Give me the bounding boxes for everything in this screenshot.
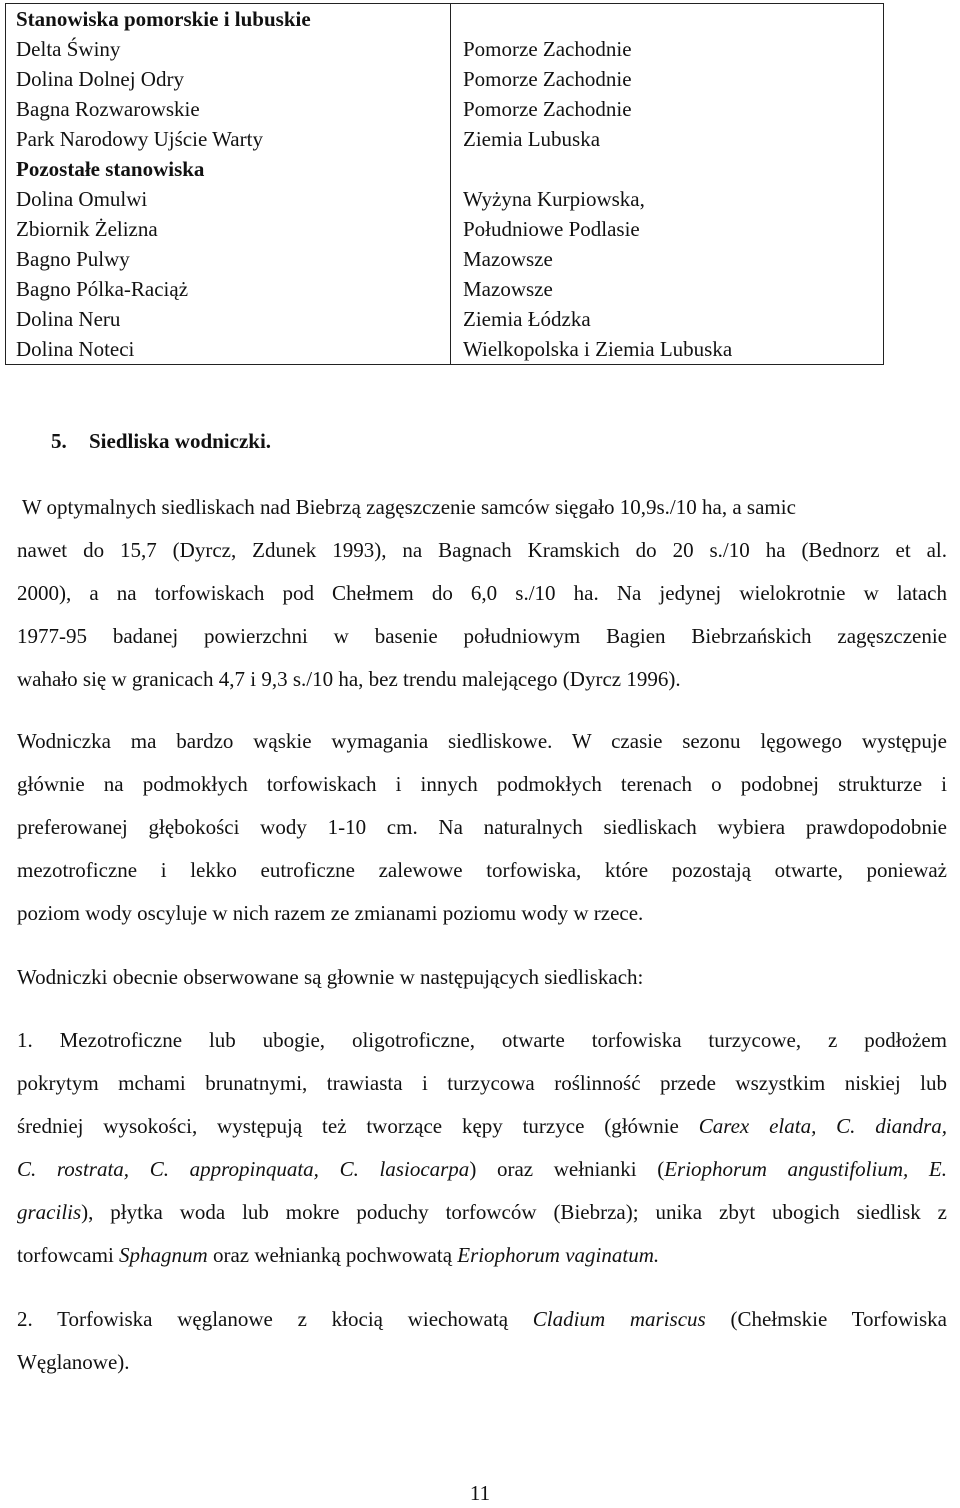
text-run: średniej wysokości, występują też tworzące kępy turzyce (głównie	[17, 1114, 699, 1138]
table-cell: Dolina Noteci	[16, 337, 135, 361]
table-cell: Dolina Omulwi	[16, 187, 148, 211]
species-name: Eriophorum vaginatum.	[457, 1243, 660, 1267]
list-item-1	[17, 1019, 947, 1277]
text-line: W optymalnych siedliskach nad Biebrzą zagęszczenie samców sięgało 10,9s./10 ha, a samic	[17, 495, 796, 519]
table-cell: Ziemia Lubuska	[463, 127, 601, 151]
page-number: 11	[469, 1481, 491, 1505]
text-line: Węglanowe).	[17, 1350, 130, 1374]
paragraph-density	[17, 486, 947, 701]
text-run: 2. Torfowiska węglanowe z kłocią wiechowatą	[17, 1307, 533, 1331]
table-cell: Bagna Rozwarowskie	[16, 97, 200, 121]
text-line: nawet do 15,7 (Dyrcz, Zdunek 1993), na Bagnach Kramskich do 20 s./10 ha (Bednorz et al.	[17, 538, 947, 562]
text-line	[17, 1148, 947, 1191]
section-number: 5.	[51, 429, 67, 453]
table-cell: Mazowsze	[463, 247, 553, 271]
species-name: Carex elata, C. diandra,	[698, 1114, 947, 1138]
text-line: mezotroficzne i lekko eutroficzne zalewowe torfowiska, które pozostają otwarte, ponieważ	[17, 858, 947, 882]
locations-table	[5, 3, 884, 365]
table-right-column	[451, 4, 884, 365]
table-cell: Dolina Dolnej Odry	[16, 67, 184, 91]
section-heading	[51, 426, 271, 456]
text-run: ), płytka woda lub mokre poduchy torfowców (Biebrza); unika zbyt ubogich siedlisk z	[81, 1200, 947, 1224]
text-line: 1977-95 badanej powierzchni w basenie południowym Bagien Biebrzańskich zagęszczenie	[17, 624, 947, 648]
table-cell	[463, 154, 883, 184]
text-line: poziom wody oscyluje w nich razem ze zmianami poziomu wody w rzece.	[17, 901, 644, 925]
text-line	[17, 1105, 947, 1148]
species-name: Eriophorum angustifolium, E.	[664, 1157, 947, 1181]
table-cell: Dolina Neru	[16, 307, 121, 331]
table-cell: Południowe Podlasie	[463, 217, 640, 241]
text-run: torfowcami	[17, 1243, 120, 1267]
text-line: 2000), a na torfowiskach pod Chełmem do 6,0 s./10 ha. Na jedynej wielokrotnie w latach	[17, 581, 947, 605]
table-cell: Wyżyna Kurpiowska,	[463, 187, 645, 211]
text-line: Wodniczki obecnie obserwowane są głownie w następujących siedliskach:	[17, 965, 644, 989]
text-line	[17, 1191, 947, 1234]
paragraph-habitat-requirements	[17, 720, 947, 935]
text-line: pokrytym mchami brunatnymi, trawiasta i turzycowa roślinność przede wszystkim niskiej lub	[17, 1071, 947, 1095]
text-line: Wodniczka ma bardzo wąskie wymagania siedliskowe. W czasie sezonu lęgowego występuje	[17, 729, 947, 753]
table-left-column	[6, 4, 451, 365]
table-group-heading: Stanowiska pomorskie i lubuskie	[16, 7, 311, 31]
table-cell: Delta Świny	[16, 37, 121, 61]
list-item-2	[17, 1298, 947, 1384]
table-cell: Pomorze Zachodnie	[463, 37, 632, 61]
text-run: (Chełmskie Torfowiska	[705, 1307, 947, 1331]
table-cell: Pomorze Zachodnie	[463, 67, 632, 91]
text-line: 1. Mezotroficzne lub ubogie, oligotroficzne, otwarte torfowiska turzycowe, z podłożem	[17, 1028, 947, 1052]
table-row	[6, 4, 884, 365]
table-cell: Zbiornik Żelizna	[16, 217, 158, 241]
text-line: głównie na podmokłych torfowiskach i innych podmokłych terenach o podobnej strukturze i	[17, 772, 947, 796]
table-cell	[463, 4, 883, 34]
table-group-heading: Pozostałe stanowiska	[16, 157, 205, 181]
section-title: Siedliska wodniczki.	[89, 429, 272, 453]
table-cell: Bagno Pólka-Raciąż	[16, 277, 189, 301]
text-run: ) oraz wełnianki (	[469, 1157, 665, 1181]
species-name: gracilis	[17, 1200, 82, 1224]
species-name: C. rostrata, C. appropinquata, C. lasiocarpa	[17, 1157, 470, 1181]
table-cell: Wielkopolska i Ziemia Lubuska	[463, 337, 733, 361]
table-cell: Park Narodowy Ujście Warty	[16, 127, 263, 151]
paragraph-habitats-intro	[17, 956, 947, 999]
table-cell: Ziemia Łódzka	[463, 307, 591, 331]
table-cell: Pomorze Zachodnie	[463, 97, 632, 121]
text-line	[17, 1234, 947, 1277]
table-cell: Mazowsze	[463, 277, 553, 301]
text-line: wahało się w granicach 4,7 i 9,3 s./10 ha, bez trendu malejącego (Dyrcz 1996).	[17, 667, 681, 691]
species-name: Sphagnum	[119, 1243, 208, 1267]
text-line: preferowanej głębokości wody 1-10 cm. Na naturalnych siedliskach wybiera prawdopodobnie	[17, 815, 947, 839]
table-cell: Bagno Pulwy	[16, 247, 130, 271]
species-name: Cladium mariscus	[532, 1307, 706, 1331]
text-line	[17, 1298, 947, 1341]
text-run: oraz wełnianką pochwowatą	[207, 1243, 458, 1267]
